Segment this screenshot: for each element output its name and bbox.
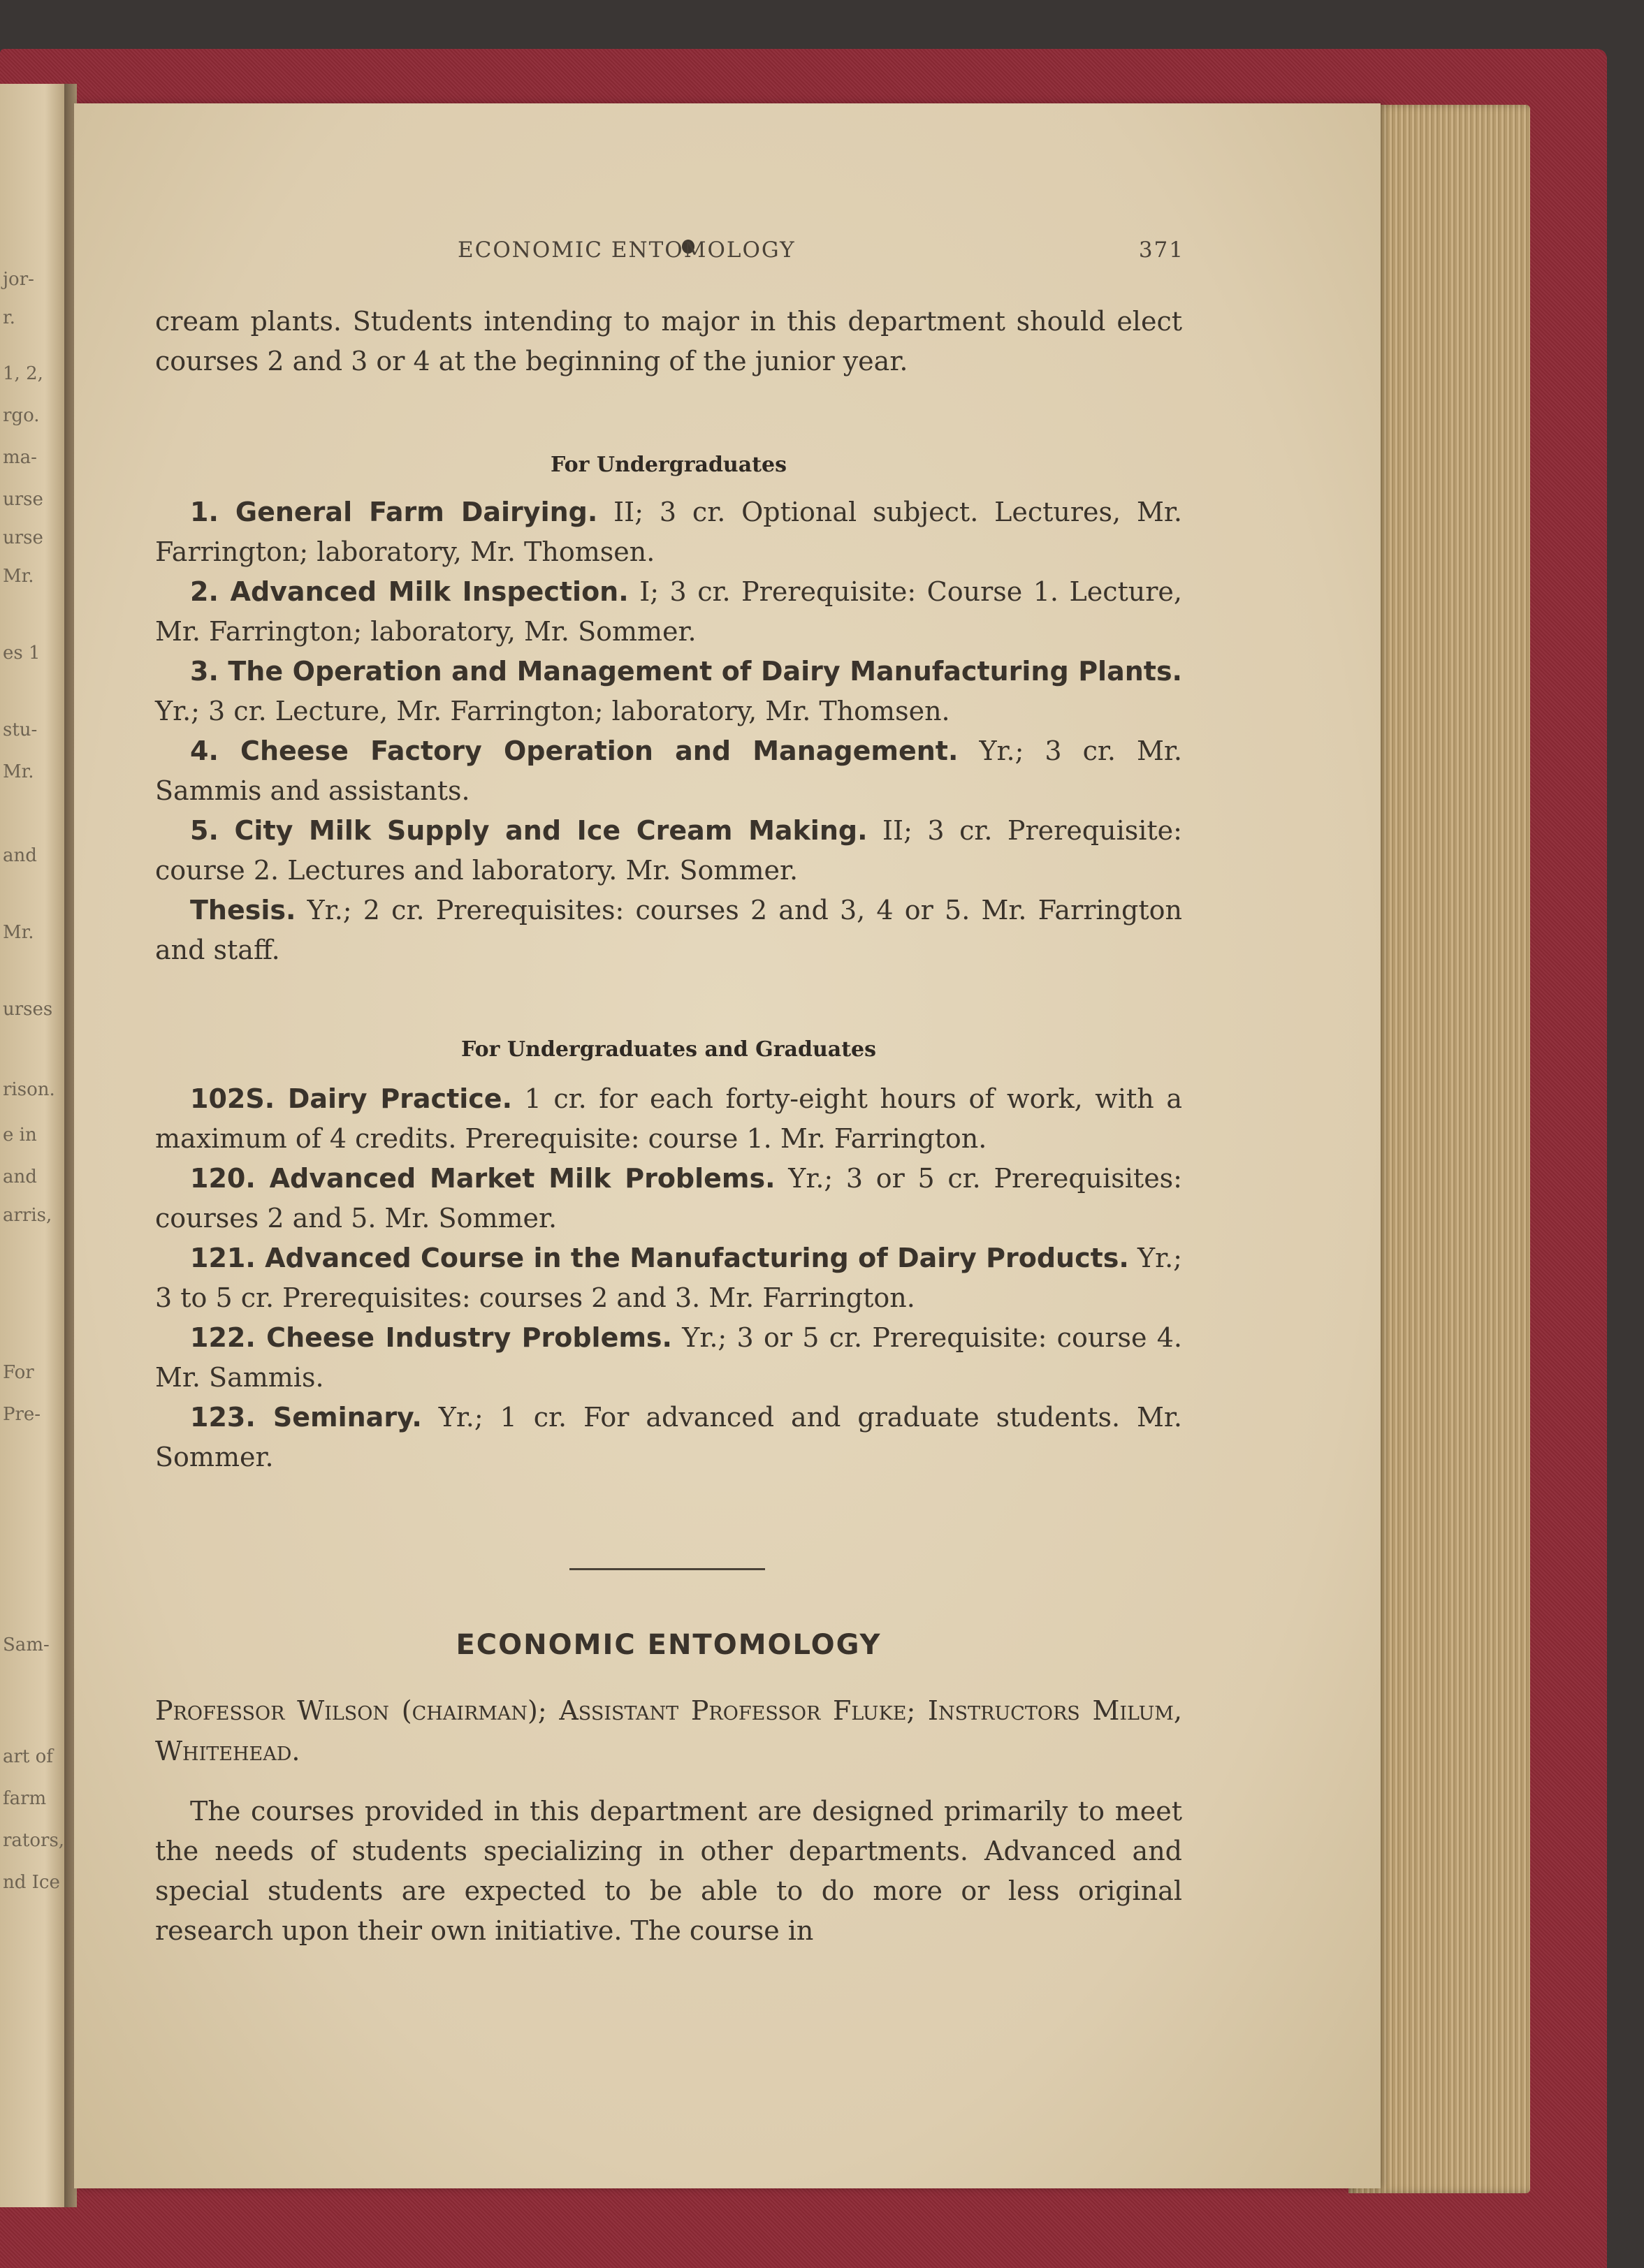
course-entry: [155, 572, 1182, 652]
running-head-title: ECONOMIC ENTOMOLOGY: [458, 237, 796, 263]
facing-page-fragment: r.: [3, 307, 15, 328]
intro-paragraph: [155, 302, 1182, 381]
facing-page-fragment: Sam-: [3, 1634, 50, 1655]
section-title: ECONOMIC ENTOMOLOGY: [456, 1629, 882, 1661]
course-entry: [155, 1238, 1182, 1318]
section-divider: [569, 1568, 765, 1570]
course-title: 3. The Operation and Management of Dairy Manufacturing Plants.: [190, 656, 1182, 687]
facing-page-fragment: For: [3, 1362, 34, 1383]
course-entry: [155, 652, 1182, 731]
course-details: I; 3 cr. Prerequisite: Course 1. Lecture, Mr. Farrington; laboratory, Mr. Sommer.: [155, 576, 1182, 647]
facing-page-fragment: ma-: [3, 447, 37, 468]
course-entry: [155, 731, 1182, 811]
facing-page-fragment: and: [3, 1166, 37, 1187]
facing-page-fragment: rators,: [3, 1830, 65, 1851]
heading-undergraduates: For Undergraduates: [550, 453, 787, 477]
facing-page-fragment: urses: [3, 999, 53, 1020]
facing-page-fragment: urse: [3, 489, 43, 510]
course-details: 1 cr. for each forty-eight hours of work, with a maximum of 4 credits. Prerequisite: course 1. Mr. Farrington.: [155, 1083, 1182, 1154]
facing-page-fragment: e in: [3, 1125, 37, 1146]
course-details: II; 3 cr. Optional subject. Lectures, Mr. Farrington; laboratory, Mr. Thomsen.: [155, 497, 1182, 567]
course-entry: [155, 1079, 1182, 1159]
course-entry: [155, 1159, 1182, 1238]
graduate-course-list: [155, 1079, 1182, 1477]
facing-page-fragment: es 1: [3, 643, 41, 664]
course-details: Yr.; 2 cr. Prerequisites: courses 2 and 3, 4 or 5. Mr. Farrington and staff.: [155, 895, 1182, 965]
course-title: 123. Seminary.: [190, 1402, 422, 1433]
course-details: Yr.; 3 cr. Lecture, Mr. Farrington; laboratory, Mr. Thomsen.: [155, 696, 950, 726]
course-title: 1. General Farm Dairying.: [190, 497, 598, 527]
course-entry: [155, 891, 1182, 970]
course-entry: [155, 1398, 1182, 1477]
course-title: 121. Advanced Course in the Manufacturing of Dairy Products.: [190, 1243, 1129, 1273]
course-entry: [155, 492, 1182, 572]
facing-page-fragment: nd Ice: [3, 1872, 60, 1893]
course-title: 120. Advanced Market Milk Problems.: [190, 1163, 776, 1194]
course-details: Yr.; 3 cr. Mr. Sammis and assistants.: [155, 736, 1182, 806]
heading-graduates: For Undergraduates and Graduates: [460, 1037, 877, 1062]
section-paragraph: The courses provided in this department are designed primarily to meet the needs of students specializing in other departments. Advanced and special students are expected to be able to do more or less original research upon their own initiative. The course in: [155, 1796, 1182, 1946]
course-title: 2. Advanced Milk Inspection.: [190, 576, 629, 607]
facing-page-fragment: Mr.: [3, 922, 34, 943]
page-number: 371: [1138, 237, 1184, 263]
course-title: 5. City Milk Supply and Ice Cream Making.: [190, 815, 868, 846]
intro-text: cream plants. Students intending to major in this department should elect courses 2 and 3 or 4 at the beginning of the junior year.: [155, 306, 1182, 376]
staff-line: Professor Wilson (chairman); Assistant Professor Fluke; Instructors Milum, Whitehead.: [155, 1695, 1182, 1766]
facing-page-fragment: rgo.: [3, 405, 40, 426]
facing-page-fragment: Pre-: [3, 1404, 41, 1425]
facing-page-fragment: art of: [3, 1746, 53, 1767]
facing-page-fragment: Mr.: [3, 566, 34, 587]
facing-page-fragment: jor-: [3, 269, 34, 290]
course-details: Yr.; 3 or 5 cr. Prerequisite: course 4. Mr. Sammis.: [155, 1322, 1182, 1393]
facing-page-fragment: arris,: [3, 1205, 52, 1226]
course-entry: [155, 811, 1182, 891]
course-title: 4. Cheese Factory Operation and Management.: [190, 736, 959, 766]
course-title: 102S. Dairy Practice.: [190, 1083, 512, 1114]
facing-page-fragment: urse: [3, 527, 43, 548]
facing-page: [0, 84, 64, 2207]
course-details: Yr.; 3 or 5 cr. Prerequisites: courses 2 and 5. Mr. Sommer.: [155, 1163, 1182, 1234]
course-details: Yr.; 1 cr. For advanced and graduate students. Mr. Sommer.: [155, 1402, 1182, 1472]
facing-page-fragment: stu-: [3, 719, 38, 740]
course-details: II; 3 cr. Prerequisite: course 2. Lectures and laboratory. Mr. Sommer.: [155, 815, 1182, 886]
facing-page-fragment: and: [3, 845, 37, 866]
facing-page-fragment: Mr.: [3, 761, 34, 782]
course-entry: [155, 1318, 1182, 1398]
course-title: 122. Cheese Industry Problems.: [190, 1322, 672, 1353]
facing-page-fragment: 1, 2,: [3, 363, 43, 384]
undergraduate-course-list: [155, 492, 1182, 970]
facing-page-fragment: farm: [3, 1788, 47, 1809]
running-head: [458, 237, 1184, 268]
facing-page-fragment: rison.: [3, 1079, 55, 1100]
course-title: Thesis.: [190, 895, 296, 926]
course-details: Yr.; 3 to 5 cr. Prerequisites: courses 2 and 3. Mr. Farrington.: [155, 1243, 1182, 1313]
